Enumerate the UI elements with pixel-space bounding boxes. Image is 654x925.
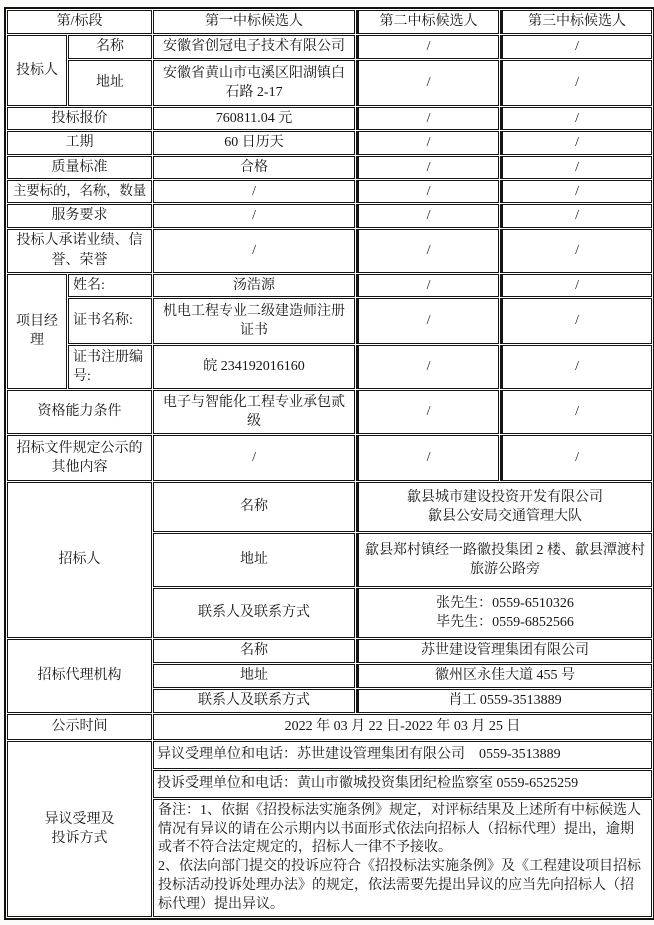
quality-label: 质量标准 xyxy=(7,156,152,179)
duration-c3: / xyxy=(500,131,652,154)
candidate3-header: 第三中标候选人 xyxy=(500,10,652,34)
manager-cert-label: 证书名称: xyxy=(68,298,152,344)
bidder-name-row xyxy=(7,35,652,59)
agency-contact-label: 联系人及联系方式 xyxy=(153,689,355,713)
candidate1-header: 第一中标候选人 xyxy=(153,10,355,34)
bid-result-table xyxy=(4,7,654,920)
manager-certno-value: 皖 234192016160 xyxy=(153,345,355,389)
service-c1: / xyxy=(153,204,355,227)
manager-certno-row xyxy=(7,345,652,389)
manager-cert-c2: / xyxy=(356,298,499,344)
manager-certno-c2: / xyxy=(356,345,499,389)
agency-address-label: 地址 xyxy=(153,664,355,688)
candidate2-header: 第二中标候选人 xyxy=(356,10,499,34)
price-c3: / xyxy=(500,107,652,130)
tenderer-name-label: 名称 xyxy=(153,482,355,532)
promise-row xyxy=(7,229,652,273)
manager-name-row xyxy=(7,274,652,297)
objection-note: 备注：1、依据《招投标法实施条例》规定，对评标结果及上述所有中标候选人情况有异议的请在公示期内以书面形式依法向招标人（招标代理）提出，逾期或者不符合法定规定的，招标人一律不予接收。 2、依法向部门提交的投诉应符合《招投标法实施条例》及《工程建设项目招标投标活动投诉处理办法》的规定，依法需要先提出异议的应当先向招标人（招标代理）提出异议。 xyxy=(153,799,652,918)
agency-address-value: 徽州区永佳大道 455 号 xyxy=(356,664,652,688)
agency-name-label: 名称 xyxy=(153,639,355,663)
tenderer-address-value: 歙县郑村镇经一路徽投集团 2 楼、歙县潭渡村旅游公路旁 xyxy=(356,533,652,587)
publicity-period-row xyxy=(7,714,652,740)
manager-label: 项目经理 xyxy=(7,274,67,389)
other-content-c1: / xyxy=(153,435,355,481)
other-content-c2: / xyxy=(356,435,499,481)
tenderer-address-label: 地址 xyxy=(153,533,355,587)
subject-c1: / xyxy=(153,180,355,203)
quality-value: 合格 xyxy=(153,156,355,179)
service-row xyxy=(7,204,652,227)
other-content-label: 招标文件规定公示的其他内容 xyxy=(7,435,152,481)
tenderer-label: 招标人 xyxy=(7,482,152,638)
promise-label: 投标人承诺业绩、信誉、荣誉 xyxy=(7,229,152,273)
manager-cert-row xyxy=(7,298,652,344)
manager-certno-label: 证书注册编号: xyxy=(68,345,152,389)
manager-cert-c3: / xyxy=(500,298,652,344)
bidder-name-label: 名称 xyxy=(68,35,152,59)
agency-label: 招标代理机构 xyxy=(7,639,152,713)
price-row xyxy=(7,107,652,130)
manager-cert-value: 机电工程专业二级建造师注册证书 xyxy=(153,298,355,344)
qualification-value: 电子与智能化工程专业承包贰级 xyxy=(153,390,355,434)
duration-row xyxy=(7,131,652,154)
publicity-period-value: 2022 年 03 月 22 日-2022 年 03 月 25 日 xyxy=(153,714,652,740)
promise-c3: / xyxy=(500,229,652,273)
qualification-row xyxy=(7,390,652,434)
manager-certno-c3: / xyxy=(500,345,652,389)
agency-name-row xyxy=(7,639,652,663)
bidder-name-value: 安徽省创冠电子技术有限公司 xyxy=(153,35,355,59)
price-c2: / xyxy=(356,107,499,130)
agency-name-value: 苏世建设管理集团有限公司 xyxy=(356,639,652,663)
service-label: 服务要求 xyxy=(7,204,152,227)
service-c2: / xyxy=(356,204,499,227)
bidder-address-label: 地址 xyxy=(68,60,152,106)
tenderer-contact-value: 张先生：0559-6510326 毕先生：0559-6852566 xyxy=(356,588,652,638)
quality-c2: / xyxy=(356,156,499,179)
bidder-address-c3: / xyxy=(500,60,652,106)
manager-name-c2: / xyxy=(356,274,499,297)
other-content-row xyxy=(7,435,652,481)
tenderer-contact-label: 联系人及联系方式 xyxy=(153,588,355,638)
service-c3: / xyxy=(500,204,652,227)
objection-label: 异议受理及 投诉方式 xyxy=(7,741,152,918)
tenderer-name-value: 歙县城市建设投资开发有限公司 歙县公安局交通管理大队 xyxy=(356,482,652,532)
duration-value: 60 日历天 xyxy=(153,131,355,154)
manager-name-c3: / xyxy=(500,274,652,297)
bidder-address-value: 安徽省黄山市屯溪区阳湖镇白石路 2-17 xyxy=(153,60,355,106)
qualification-c3: / xyxy=(500,390,652,434)
bidder-address-c2: / xyxy=(356,60,499,106)
objection-unit-line: 异议受理单位和电话：苏世建设管理集团有限公司 0559-3513889 xyxy=(153,741,652,769)
qualification-label: 资格能力条件 xyxy=(7,390,152,434)
bidder-label: 投标人 xyxy=(7,35,67,106)
manager-name-value: 汤浩源 xyxy=(153,274,355,297)
subject-c2: / xyxy=(356,180,499,203)
publicity-period-label: 公示时间 xyxy=(7,714,152,740)
subject-label: 主要标的，名称，数量 xyxy=(7,180,152,203)
bidder-name-c3: / xyxy=(500,35,652,59)
quality-c3: / xyxy=(500,156,652,179)
qualification-c2: / xyxy=(356,390,499,434)
promise-c2: / xyxy=(356,229,499,273)
duration-c2: / xyxy=(356,131,499,154)
objection-line1-row xyxy=(7,741,652,769)
quality-row xyxy=(7,156,652,179)
tenderer-name-row xyxy=(7,482,652,532)
agency-contact-value: 肖工 0559-3513889 xyxy=(356,689,652,713)
price-value: 760811.04 元 xyxy=(153,107,355,130)
bidder-name-c2: / xyxy=(356,35,499,59)
table-header-row xyxy=(7,10,652,34)
bidder-address-row xyxy=(7,60,652,106)
other-content-c3: / xyxy=(500,435,652,481)
duration-label: 工期 xyxy=(7,131,152,154)
complaint-unit-line: 投诉受理单位和电话：黄山市徽城投资集团纪检监察室 0559-6525259 xyxy=(153,770,652,798)
subject-row xyxy=(7,180,652,203)
price-label: 投标报价 xyxy=(7,107,152,130)
subject-c3: / xyxy=(500,180,652,203)
promise-c1: / xyxy=(153,229,355,273)
manager-name-label: 姓名: xyxy=(68,274,152,297)
section-column-header: 第/标段 xyxy=(7,10,152,34)
